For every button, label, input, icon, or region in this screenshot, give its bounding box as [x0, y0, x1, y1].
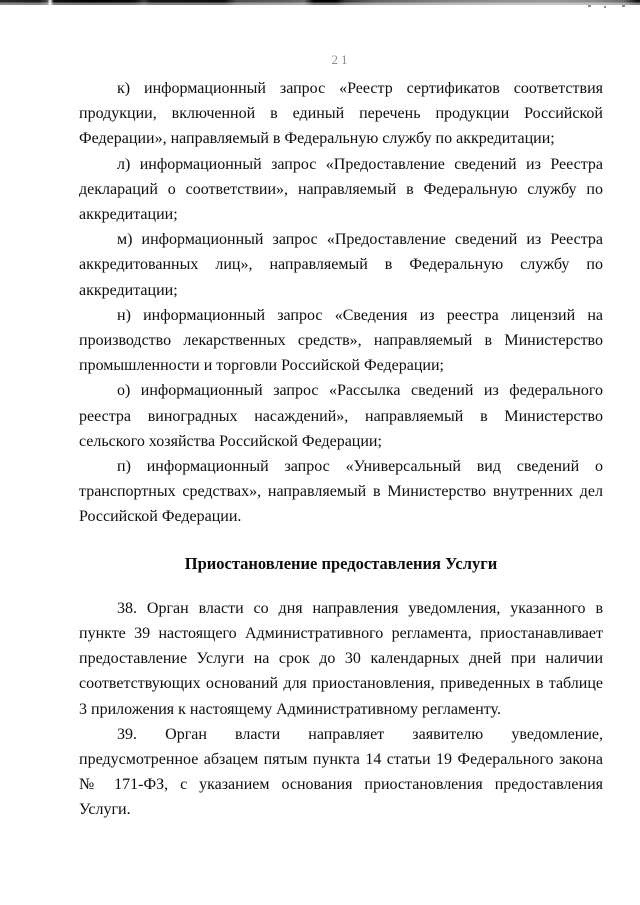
- scan-speck: [588, 5, 591, 7]
- paragraph-38: 38. Орган власти со дня направления уведомления, указанного в пункте 39 настоящего Административного регламента, приостанавливает предоставление Услуги на срок до 30 календарных дней при наличии соответствующих оснований для приостановления, приведенных в таблице 3 приложения к настоящему Административному регламенту.: [79, 599, 603, 718]
- list-item-o: о) информационный запрос «Рассылка сведений из федерального реестра виноградных насаждений», направляемый в Министерство сельского хозяйства Российской Федерации;: [79, 382, 603, 450]
- section-heading: Приостановление предоставления Услуги: [184, 553, 498, 573]
- list-item-l: л) информационный запрос «Предоставление сведений из Реестра деклараций о соответствии», направляемый в Федеральную службу по аккредитации;: [79, 155, 603, 224]
- list-item-p: п) информационный запрос «Универсальный вид сведений о транспортных средствах», направляемый в Министерство внутренних дел Российской Федерации.: [79, 458, 603, 526]
- list-item-k: к) информационный запрос «Реестр сертификатов соответствия продукции, включенной в единый перечень продукции Российской Федерации», направляемый в Федеральную службу по аккредитации;: [79, 80, 603, 148]
- scan-speck: [622, 5, 625, 7]
- paragraph-39: 39. Орган власти направляет заявителю уведомление, предусмотренное абзацем пятым пункта 14 статьи 19 Федерального закона № 171-ФЗ, с указанием основания приостановления предоставления Услуги.: [79, 725, 603, 819]
- scan-speck: [604, 6, 606, 8]
- page-number: 21: [331, 52, 351, 67]
- document-content: [79, 76, 603, 823]
- list-item-m: м) информационный запрос «Предоставление сведений из Реестра аккредитованных лиц», направляемый в Федеральную службу по аккредитации;: [79, 231, 603, 299]
- scan-artifact-top-band: [0, 0, 640, 5]
- list-item-n: н) информационный запрос «Сведения из реестра лицензий на производство лекарственных средств», направляемый в Министерство промышленности и торговли Российской Федерации;: [79, 306, 603, 375]
